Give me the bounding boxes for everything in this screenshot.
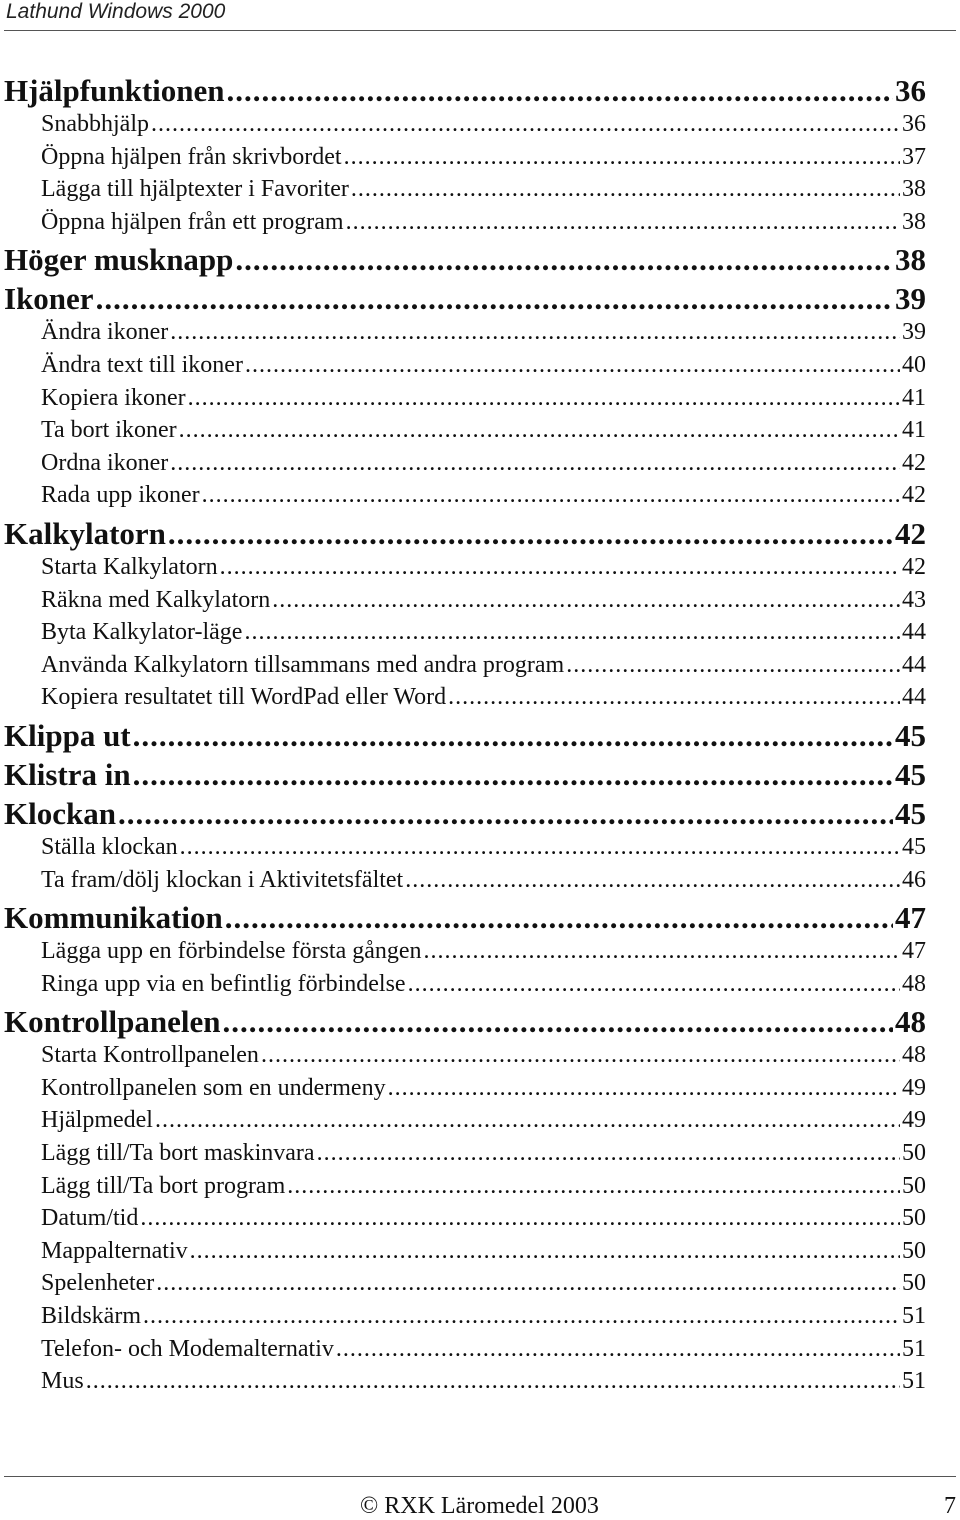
toc-entry-title: Klistra in: [4, 756, 131, 792]
toc-entry-title: Använda Kalkylatorn tillsammans med andra program: [41, 651, 565, 678]
toc-entry-chapter: [0, 73, 960, 111]
toc-dot-leader: [190, 1238, 900, 1265]
toc-entry-page: 46: [902, 866, 926, 893]
toc-entry-title: Lägg till/Ta bort maskinvara: [41, 1140, 315, 1167]
toc-entry-page: 40: [902, 351, 926, 378]
toc-entry-page: 41: [902, 384, 926, 411]
toc-entry-title: Telefon- och Modemalternativ: [41, 1335, 334, 1362]
toc-entry-page: 49: [902, 1074, 926, 1101]
toc-entry-title: Lägga upp en förbindelse första gången: [41, 938, 422, 965]
toc-entry-page: 45: [902, 833, 926, 860]
toc-entry-page: 38: [902, 176, 926, 203]
toc-entry-title: Rada upp ikoner: [41, 482, 200, 509]
toc-entry-page: 48: [895, 1004, 926, 1040]
toc-entry-section: [0, 1270, 960, 1303]
toc-entry-title: Byta Kalkylator-läge: [41, 619, 243, 646]
toc-entry-page: 47: [895, 900, 926, 936]
toc-entry-page: 37: [902, 143, 926, 170]
toc-entry-page: 44: [902, 619, 926, 646]
toc-dot-leader: [245, 352, 900, 379]
toc-entry-page: 42: [902, 482, 926, 509]
toc-entry-page: 48: [902, 970, 926, 997]
toc-entry-title: Snabbhjälp: [41, 111, 149, 137]
toc-dot-leader: [96, 281, 893, 317]
toc-entry-title: Kontrollpanelen: [4, 1004, 221, 1040]
toc-dot-leader: [225, 900, 893, 936]
toc-entry-page: 50: [902, 1140, 926, 1167]
toc-dot-leader: [143, 1303, 900, 1330]
toc-dot-leader: [405, 867, 900, 894]
toc-entry-chapter: [0, 795, 960, 834]
toc-entry-section: [0, 482, 960, 515]
toc-entry-section: [0, 352, 960, 385]
page-header: [4, 0, 956, 31]
toc-dot-leader: [170, 319, 900, 346]
toc-dot-leader: [133, 718, 893, 754]
toc-entry-section: [0, 417, 960, 450]
toc-entry-section: [0, 834, 960, 867]
toc-entry-section: [0, 1336, 960, 1369]
toc-entry-title: Hjälpfunktionen: [4, 73, 225, 108]
toc-entry-section: [0, 1238, 960, 1271]
toc-dot-leader: [133, 757, 893, 793]
toc-entry-page: 50: [902, 1205, 926, 1232]
toc-entry-page: 39: [895, 281, 926, 317]
toc-entry-section: [0, 938, 960, 971]
toc-dot-leader: [287, 1173, 900, 1200]
toc-entry-page: 50: [902, 1172, 926, 1199]
toc-dot-leader: [202, 482, 900, 509]
toc-entry-title: Ändra text till ikoner: [41, 351, 243, 378]
toc-entry-page: 51: [902, 1368, 926, 1395]
toc-dot-leader: [222, 1004, 893, 1040]
toc-entry-section: [0, 1075, 960, 1108]
toc-dot-leader: [170, 450, 900, 477]
table-of-contents: [0, 73, 960, 1401]
toc-entry-title: Ta fram/dölj klockan i Aktivitetsfältet: [41, 866, 404, 893]
toc-entry-page: 51: [902, 1335, 926, 1362]
toc-entry-section: [0, 971, 960, 1004]
toc-dot-leader: [86, 1368, 900, 1395]
toc-dot-leader: [388, 1075, 900, 1102]
toc-entry-page: 49: [902, 1107, 926, 1134]
toc-dot-leader: [408, 971, 900, 998]
toc-entry-title: Lägg till/Ta bort program: [41, 1172, 286, 1199]
toc-entry-title: Mappalternativ: [41, 1237, 188, 1264]
toc-entry-section: [0, 319, 960, 352]
page-number: 7: [944, 1493, 956, 1519]
document-title: Lathund Windows 2000: [6, 0, 226, 23]
toc-entry-section: [0, 652, 960, 685]
toc-entry-title: Hjälpmedel: [41, 1107, 153, 1134]
toc-entry-section: [0, 587, 960, 620]
toc-entry-page: 38: [902, 208, 926, 235]
toc-entry-page: 51: [902, 1303, 926, 1330]
toc-entry-chapter: [0, 1003, 960, 1042]
toc-entry-title: Bildskärm: [41, 1303, 141, 1330]
toc-entry-section: [0, 144, 960, 177]
toc-dot-leader: [179, 417, 900, 444]
toc-entry-page: 36: [902, 111, 926, 137]
toc-entry-page: 43: [902, 586, 926, 613]
toc-entry-section: [0, 554, 960, 587]
toc-dot-leader: [448, 684, 900, 711]
toc-dot-leader: [244, 619, 900, 646]
toc-entry-section: [0, 385, 960, 418]
toc-entry-title: Öppna hjälpen från ett program: [41, 208, 344, 235]
toc-entry-title: Kopiera resultatet till WordPad eller Word: [41, 684, 447, 711]
toc-entry-section: [0, 209, 960, 242]
toc-entry-page: 44: [902, 684, 926, 711]
toc-dot-leader: [424, 938, 900, 965]
toc-entry-page: 45: [895, 795, 926, 831]
toc-entry-title: Kommunikation: [4, 900, 223, 936]
toc-entry-page: 42: [902, 449, 926, 476]
toc-entry-title: Öppna hjälpen från skrivbordet: [41, 143, 342, 170]
toc-entry-section: [0, 867, 960, 900]
toc-dot-leader: [151, 111, 900, 138]
toc-dot-leader: [220, 554, 900, 581]
toc-entry-title: Ta bort ikoner: [41, 417, 177, 444]
toc-dot-leader: [156, 1270, 900, 1297]
toc-entry-title: Kontrollpanelen som en undermeny: [41, 1074, 386, 1101]
toc-dot-leader: [261, 1042, 900, 1069]
toc-entry-title: Ikoner: [4, 281, 94, 317]
toc-entry-section: [0, 1205, 960, 1238]
toc-entry-title: Datum/tid: [41, 1205, 139, 1232]
toc-dot-leader: [227, 73, 893, 109]
page-footer: [4, 1476, 956, 1519]
toc-dot-leader: [168, 516, 893, 552]
toc-entry-chapter: [0, 899, 960, 938]
toc-entry-chapter: [0, 717, 960, 756]
toc-entry-title: Ändra ikoner: [41, 319, 169, 346]
toc-entry-chapter: [0, 515, 960, 554]
toc-entry-title: Klockan: [4, 795, 116, 831]
toc-entry-section: [0, 619, 960, 652]
toc-entry-section: [0, 1140, 960, 1173]
toc-dot-leader: [140, 1205, 900, 1232]
toc-dot-leader: [336, 1336, 900, 1363]
toc-dot-leader: [155, 1107, 900, 1134]
toc-entry-section: [0, 1368, 960, 1401]
toc-dot-leader: [351, 176, 900, 203]
toc-entry-page: 39: [902, 319, 926, 346]
toc-entry-chapter: [0, 241, 960, 280]
toc-entry-section: [0, 450, 960, 483]
toc-entry-page: 50: [902, 1270, 926, 1297]
toc-entry-page: 50: [902, 1237, 926, 1264]
toc-entry-page: 45: [895, 717, 926, 753]
toc-dot-leader: [118, 796, 893, 832]
toc-entry-title: Höger musknapp: [4, 242, 234, 278]
toc-entry-title: Spelenheter: [41, 1270, 155, 1297]
toc-dot-leader: [180, 834, 900, 861]
toc-entry-title: Räkna med Kalkylatorn: [41, 586, 271, 613]
toc-dot-leader: [566, 652, 900, 679]
toc-dot-leader: [317, 1140, 900, 1167]
toc-entry-section: [0, 1042, 960, 1075]
toc-entry-title: Starta Kalkylatorn: [41, 553, 218, 580]
toc-entry-page: 47: [902, 938, 926, 965]
toc-entry-chapter: [0, 280, 960, 319]
toc-entry-page: 41: [902, 417, 926, 444]
toc-entry-title: Ordna ikoner: [41, 449, 169, 476]
toc-entry-page: 38: [895, 242, 926, 278]
toc-entry-section: [0, 111, 960, 144]
toc-entry-section: [0, 1107, 960, 1140]
toc-entry-title: Ställa klockan: [41, 833, 178, 860]
toc-entry-title: Mus: [41, 1368, 84, 1395]
toc-dot-leader: [346, 209, 900, 236]
toc-entry-page: 42: [902, 553, 926, 580]
toc-entry-page: 48: [902, 1042, 926, 1069]
toc-dot-leader: [235, 242, 893, 278]
toc-entry-page: 42: [895, 515, 926, 551]
toc-entry-title: Kalkylatorn: [4, 515, 166, 551]
toc-dot-leader: [344, 144, 900, 171]
toc-entry-page: 45: [895, 756, 926, 792]
toc-entry-section: [0, 1303, 960, 1336]
toc-entry-title: Kopiera ikoner: [41, 384, 186, 411]
toc-entry-section: [0, 684, 960, 717]
toc-entry-title: Klippa ut: [4, 717, 131, 753]
copyright-notice: © RXK Läromedel 2003: [360, 1493, 599, 1519]
toc-entry-chapter: [0, 756, 960, 795]
toc-dot-leader: [188, 385, 900, 412]
toc-entry-title: Starta Kontrollpanelen: [41, 1042, 259, 1069]
toc-entry-section: [0, 176, 960, 209]
toc-entry-title: Ringa upp via en befintlig förbindelse: [41, 970, 406, 997]
toc-entry-page: 36: [895, 73, 926, 108]
toc-entry-page: 44: [902, 651, 926, 678]
toc-entry-section: [0, 1173, 960, 1206]
toc-dot-leader: [272, 587, 900, 614]
toc-entry-title: Lägga till hjälptexter i Favoriter: [41, 176, 349, 203]
